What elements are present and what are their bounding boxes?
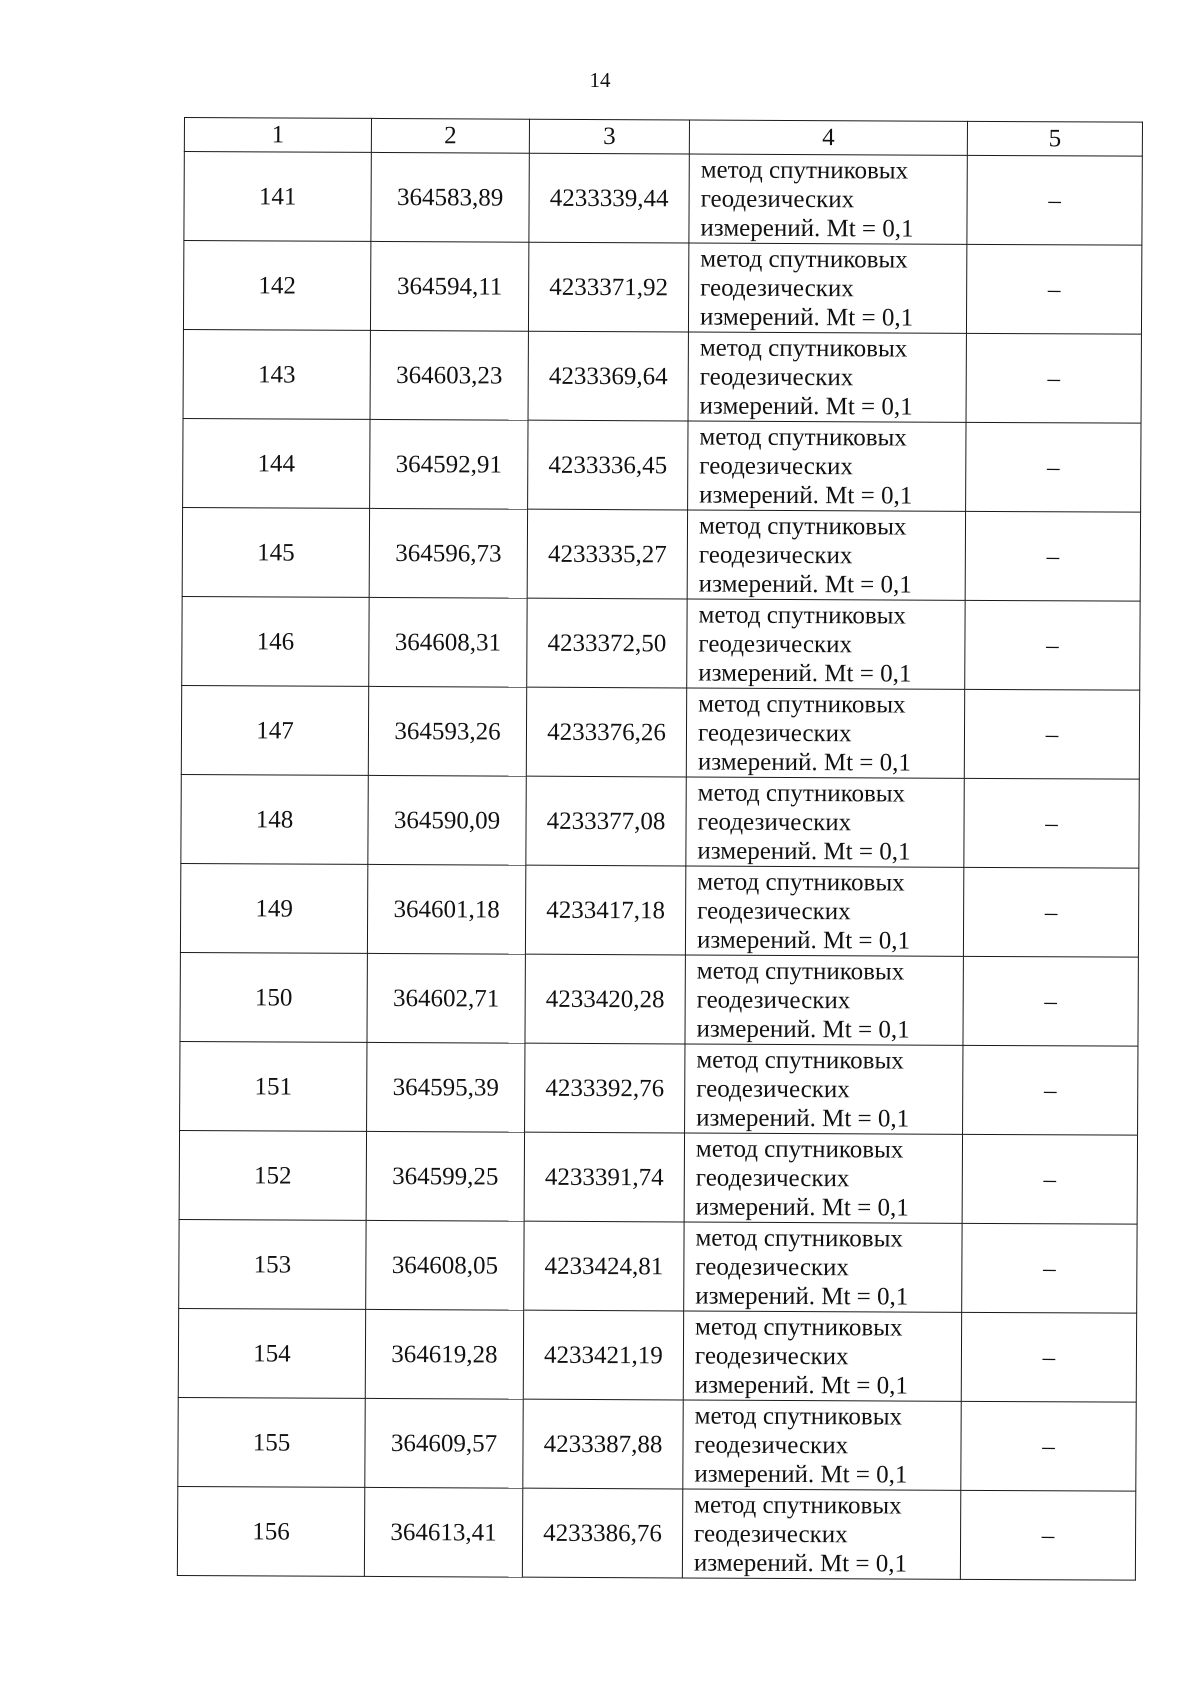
table-row — [178, 1308, 1136, 1402]
method-line: метод спутниковых — [695, 1313, 903, 1342]
y-coordinate-cell: 4233335,27 — [527, 509, 687, 599]
point-number-cell: 149 — [180, 863, 367, 953]
table-row — [184, 152, 1142, 246]
point-number-cell: 155 — [178, 1397, 365, 1487]
y-coordinate-cell: 4233371,92 — [528, 242, 688, 332]
method-line: измерений. Mt = 0,1 — [694, 1460, 908, 1489]
x-coordinate-cell: 364609,57 — [365, 1398, 523, 1488]
method-cell — [688, 421, 966, 511]
header-cell-1: 1 — [184, 118, 371, 153]
note-cell: – — [961, 1312, 1136, 1402]
header-cell-3: 3 — [529, 119, 689, 154]
method-line: геодезических — [697, 719, 852, 747]
method-line: измерений. Mt = 0,1 — [698, 659, 912, 688]
y-coordinate-cell: 4233369,64 — [528, 331, 688, 421]
point-number-cell: 156 — [177, 1486, 364, 1576]
table-row — [181, 685, 1139, 779]
table-row — [182, 507, 1140, 601]
x-coordinate-cell: 364601,18 — [367, 864, 525, 954]
method-line: метод спутниковых — [700, 156, 909, 185]
method-cell — [689, 154, 967, 244]
point-number-cell: 151 — [180, 1041, 367, 1131]
note-cell: – — [966, 422, 1141, 512]
y-coordinate-cell: 4233391,74 — [524, 1132, 684, 1222]
method-line: геодезических — [695, 1253, 850, 1281]
point-number-cell: 152 — [179, 1130, 366, 1220]
x-coordinate-cell: 364619,28 — [365, 1309, 523, 1399]
table-row — [178, 1397, 1136, 1491]
table-row — [183, 241, 1141, 335]
note-cell: – — [963, 956, 1138, 1046]
method-line: геодезических — [696, 986, 851, 1014]
method-line: геодезических — [697, 808, 852, 836]
header-cell-2: 2 — [371, 118, 529, 153]
method-cell — [683, 1400, 961, 1490]
method-line: измерений. Mt = 0,1 — [696, 926, 911, 955]
method-line: геодезических — [696, 1075, 850, 1103]
method-cell — [685, 866, 963, 956]
y-coordinate-cell: 4233377,08 — [526, 776, 686, 866]
method-line: геодезических — [694, 1520, 848, 1548]
x-coordinate-cell: 364602,71 — [367, 953, 525, 1043]
method-line: метод спутниковых — [695, 1135, 904, 1164]
table-row — [180, 1041, 1138, 1135]
method-line: геодезических — [700, 274, 854, 302]
method-line: метод спутниковых — [698, 512, 907, 541]
note-cell: – — [966, 244, 1141, 334]
method-line: измерений. Mt = 0,1 — [697, 837, 911, 866]
x-coordinate-cell: 364595,39 — [367, 1042, 525, 1132]
note-cell: – — [960, 1490, 1135, 1580]
method-line: метод спутниковых — [697, 868, 905, 897]
method-line: метод спутниковых — [695, 1224, 903, 1253]
x-coordinate-cell: 364603,23 — [370, 330, 528, 420]
header-row — [184, 118, 1142, 157]
x-coordinate-cell: 364613,41 — [364, 1487, 522, 1577]
y-coordinate-cell: 4233420,28 — [525, 954, 685, 1044]
note-cell: – — [963, 867, 1138, 957]
method-cell — [687, 599, 965, 689]
method-line: метод спутниковых — [698, 690, 906, 719]
note-cell: – — [965, 600, 1140, 690]
method-cell — [686, 688, 964, 778]
method-line: метод спутниковых — [700, 245, 908, 274]
method-cell — [683, 1311, 961, 1401]
point-number-cell: 153 — [179, 1219, 366, 1309]
table-row — [182, 596, 1140, 690]
point-number-cell: 154 — [178, 1308, 365, 1398]
note-cell: – — [962, 1134, 1137, 1224]
point-number-cell: 147 — [181, 685, 368, 775]
note-cell: – — [963, 1045, 1138, 1135]
table-row — [181, 774, 1139, 868]
method-line: геодезических — [699, 452, 853, 480]
method-line: геодезических — [700, 185, 855, 213]
method-cell — [687, 510, 965, 600]
point-number-cell: 146 — [182, 596, 369, 686]
coordinates-table — [177, 117, 1143, 1581]
method-line: геодезических — [697, 897, 851, 925]
method-line: метод спутниковых — [698, 601, 907, 630]
method-line: измерений. Mt = 0,1 — [699, 392, 913, 421]
point-number-cell: 150 — [180, 952, 367, 1042]
method-line: измерений. Mt = 0,1 — [699, 303, 914, 332]
method-line: измерений. Mt = 0,1 — [697, 748, 911, 777]
x-coordinate-cell: 364593,26 — [368, 686, 526, 776]
table-header — [184, 118, 1142, 157]
method-line: метод спутниковых — [694, 1491, 902, 1520]
x-coordinate-cell: 364583,89 — [371, 152, 529, 242]
method-cell — [688, 332, 966, 422]
note-cell: – — [967, 155, 1142, 245]
note-cell: – — [961, 1401, 1136, 1491]
table-row — [177, 1486, 1135, 1580]
point-number-cell: 148 — [181, 774, 368, 864]
method-line: метод спутниковых — [694, 1402, 903, 1431]
method-line: метод спутниковых — [699, 423, 907, 452]
table-row — [179, 1219, 1137, 1313]
y-coordinate-cell: 4233386,76 — [522, 1488, 682, 1578]
x-coordinate-cell: 364608,31 — [369, 597, 527, 687]
x-coordinate-cell: 364608,05 — [366, 1220, 524, 1310]
method-line: геодезических — [699, 363, 854, 391]
note-cell: – — [965, 511, 1140, 601]
method-line: измерений. Mt = 0,1 — [698, 570, 912, 599]
x-coordinate-cell: 364599,25 — [366, 1131, 524, 1221]
method-cell — [682, 1489, 960, 1579]
method-line: геодезических — [694, 1342, 849, 1370]
table-body — [177, 152, 1142, 1581]
method-line: метод спутниковых — [696, 957, 905, 986]
method-line: измерений. Mt = 0,1 — [695, 1282, 909, 1311]
method-line: метод спутниковых — [699, 334, 908, 363]
x-coordinate-cell: 364592,91 — [370, 419, 528, 509]
method-line: измерений. Mt = 0,1 — [699, 481, 913, 510]
method-line: метод спутниковых — [696, 1046, 904, 1075]
table-row — [179, 1130, 1137, 1224]
table-row — [183, 329, 1141, 423]
method-line: измерений. Mt = 0,1 — [693, 1549, 908, 1578]
method-line: метод спутниковых — [697, 779, 906, 808]
y-coordinate-cell: 4233336,45 — [528, 420, 688, 510]
method-line: измерений. Mt = 0,1 — [700, 214, 914, 243]
method-cell — [684, 1222, 962, 1312]
point-number-cell: 145 — [182, 507, 369, 597]
header-cell-5: 5 — [967, 121, 1142, 156]
method-line: геодезических — [695, 1164, 850, 1192]
method-line: измерений. Mt = 0,1 — [694, 1371, 908, 1400]
method-line: геодезических — [698, 541, 853, 569]
header-cell-4: 4 — [689, 120, 967, 155]
method-cell — [685, 955, 963, 1045]
note-cell: – — [962, 1223, 1137, 1313]
y-coordinate-cell: 4233387,88 — [523, 1399, 683, 1489]
y-coordinate-cell: 4233417,18 — [525, 865, 685, 955]
point-number-cell: 142 — [183, 241, 370, 331]
point-number-cell: 141 — [184, 152, 371, 242]
y-coordinate-cell: 4233376,26 — [526, 687, 686, 777]
method-cell — [686, 777, 964, 867]
note-cell: – — [964, 778, 1139, 868]
y-coordinate-cell: 4233392,76 — [525, 1043, 685, 1133]
y-coordinate-cell: 4233421,19 — [523, 1310, 683, 1400]
method-cell — [685, 1044, 963, 1134]
table-row — [180, 863, 1138, 957]
page-number: 14 — [589, 68, 611, 92]
method-line: измерений. Mt = 0,1 — [696, 1104, 910, 1133]
point-number-cell: 144 — [183, 418, 370, 508]
x-coordinate-cell: 364590,09 — [368, 775, 526, 865]
method-line: геодезических — [698, 630, 853, 658]
x-coordinate-cell: 364594,11 — [370, 241, 528, 331]
x-coordinate-cell: 364596,73 — [369, 508, 527, 598]
method-cell — [688, 243, 966, 333]
method-line: измерений. Mt = 0,1 — [696, 1015, 910, 1044]
table-row — [180, 952, 1138, 1046]
note-cell: – — [966, 333, 1141, 423]
table-row — [183, 418, 1141, 512]
method-cell — [684, 1133, 962, 1223]
y-coordinate-cell: 4233424,81 — [524, 1221, 684, 1311]
point-number-cell: 143 — [183, 329, 370, 419]
note-cell: – — [964, 689, 1139, 779]
method-line: измерений. Mt = 0,1 — [695, 1193, 909, 1222]
y-coordinate-cell: 4233339,44 — [529, 153, 689, 243]
method-line: геодезических — [694, 1431, 849, 1459]
y-coordinate-cell: 4233372,50 — [527, 598, 687, 688]
